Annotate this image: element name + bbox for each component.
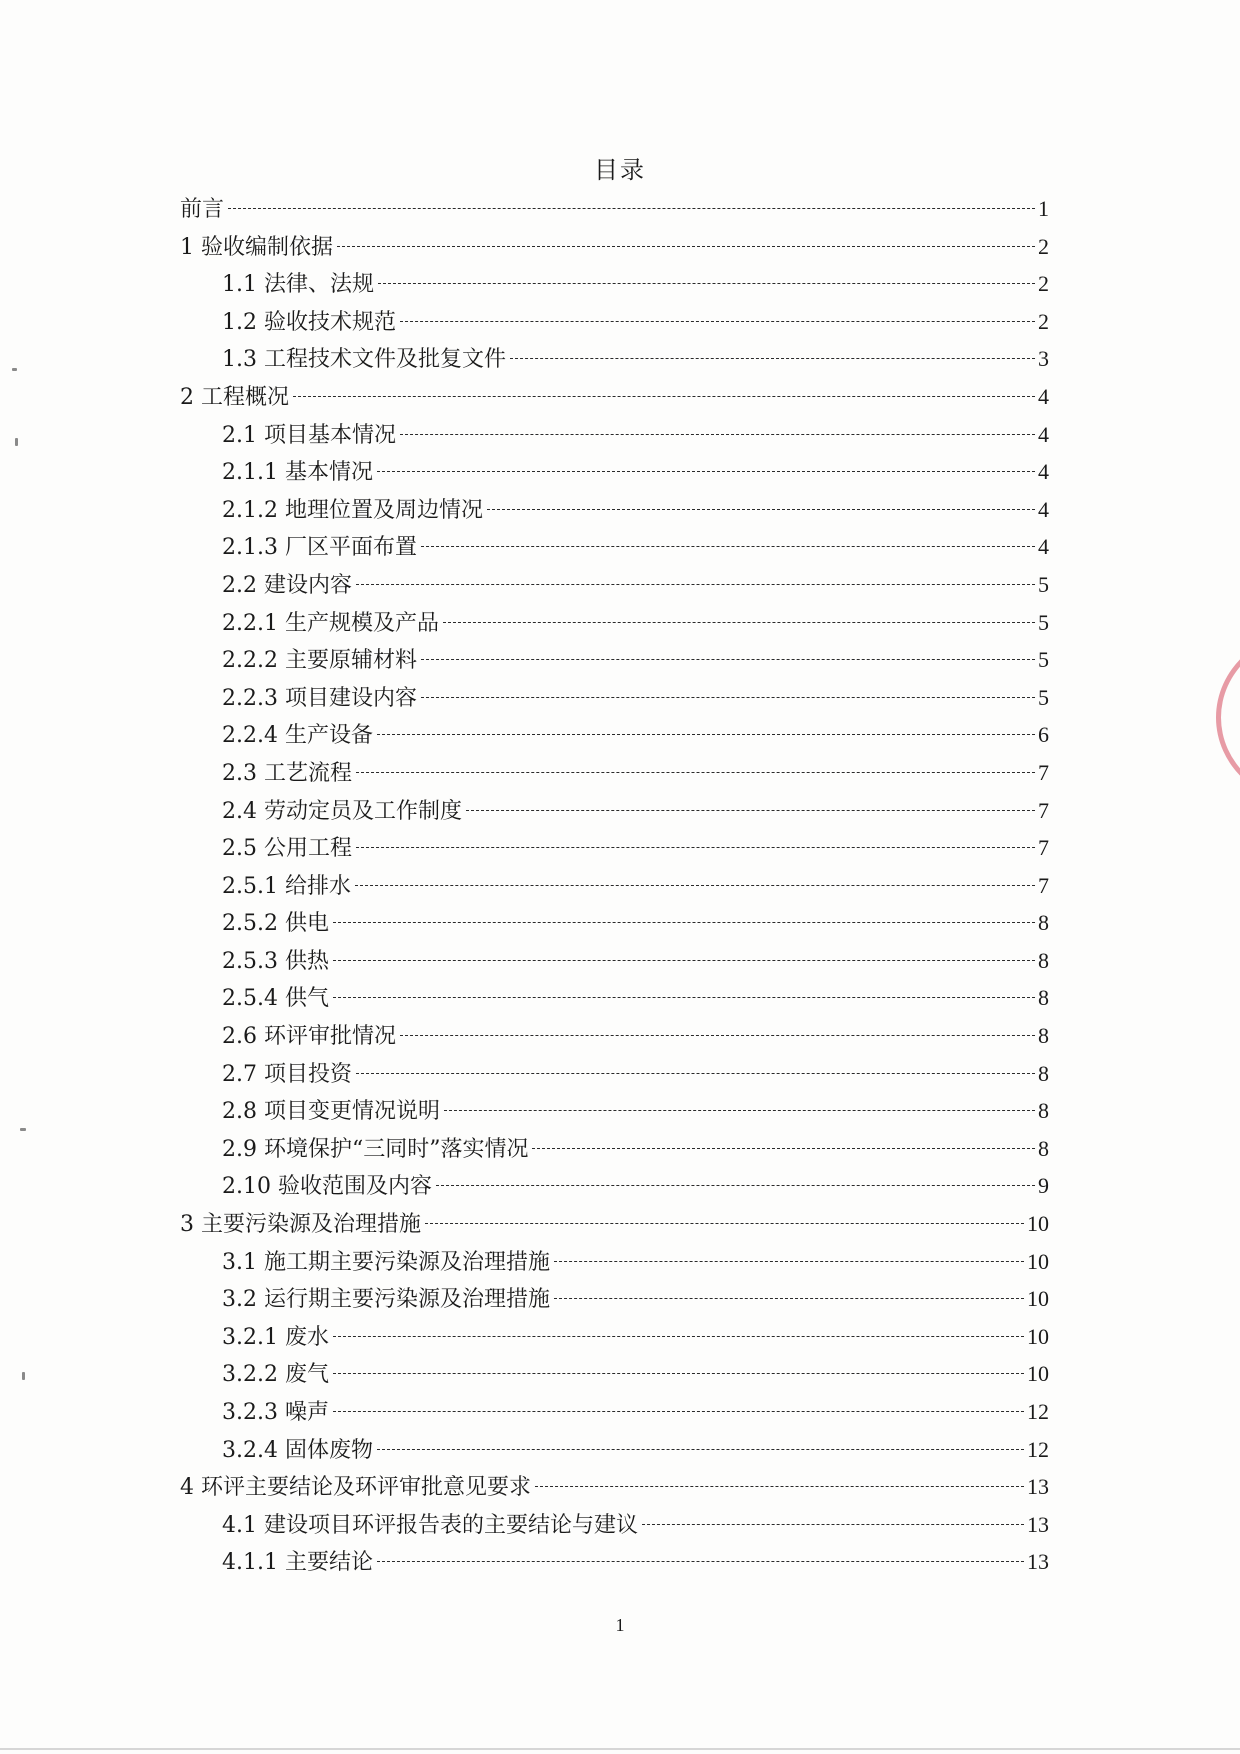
scan-speck xyxy=(12,368,17,371)
toc-entry-label: 3.2.1 废水 xyxy=(222,1324,329,1350)
toc-leader-dashes xyxy=(377,714,1035,735)
toc-entry-page: 5 xyxy=(1038,647,1049,673)
toc-entry[interactable] xyxy=(180,679,1049,717)
toc-entry[interactable] xyxy=(180,1543,1049,1581)
toc-entry[interactable] xyxy=(180,792,1049,830)
toc-entry[interactable] xyxy=(180,228,1049,266)
toc-entry-label: 3 主要污染源及治理措施 xyxy=(180,1212,421,1238)
toc-entry-label: 3.2.4 固体废物 xyxy=(222,1437,373,1463)
toc-leader-dashes xyxy=(228,188,1035,209)
toc-entry-label: 2.5.4 供气 xyxy=(222,986,329,1012)
toc-entry-page: 13 xyxy=(1027,1549,1049,1575)
toc-entry-label: 2.2.4 生产设备 xyxy=(222,723,373,749)
scan-speck xyxy=(20,1128,26,1131)
scan-speck xyxy=(15,438,18,446)
toc-entry-page: 4 xyxy=(1038,383,1049,409)
toc-leader-dashes xyxy=(421,677,1035,698)
toc-entry-label: 4.1 建设项目环评报告表的主要结论与建议 xyxy=(222,1512,638,1538)
toc-entry-page: 1 xyxy=(1038,196,1049,221)
toc-entry-label: 3.2.3 噪声 xyxy=(222,1400,329,1425)
toc-entry-page: 12 xyxy=(1027,1399,1049,1424)
toc-leader-dashes xyxy=(425,1203,1024,1224)
toc-entry-page: 8 xyxy=(1038,1060,1049,1086)
toc-entry[interactable] xyxy=(180,1393,1049,1431)
toc-entry[interactable] xyxy=(180,491,1049,529)
toc-leader-dashes xyxy=(510,338,1035,359)
toc-leader-dashes xyxy=(333,1316,1024,1337)
toc-entry-page: 12 xyxy=(1027,1436,1049,1462)
toc-entry-label: 3.2 运行期主要污染源及治理措施 xyxy=(222,1287,550,1313)
toc-entry-label: 1.1 法律、法规 xyxy=(222,272,374,298)
toc-entry-page: 13 xyxy=(1027,1474,1049,1500)
toc-entry[interactable] xyxy=(180,1318,1049,1356)
toc-entry-label: 2.1 项目基本情况 xyxy=(222,422,396,448)
toc-entry[interactable] xyxy=(180,1092,1049,1130)
toc-entry[interactable] xyxy=(180,1506,1049,1544)
toc-entry-label: 2.2.1 生产规模及产品 xyxy=(222,610,439,636)
toc-entry[interactable] xyxy=(180,754,1049,792)
toc-entry-page: 7 xyxy=(1038,759,1049,785)
toc-entry[interactable] xyxy=(180,1017,1049,1055)
toc-entry-page: 9 xyxy=(1038,1173,1049,1199)
toc-leader-dashes xyxy=(333,902,1035,923)
toc-entry[interactable] xyxy=(180,1167,1049,1205)
toc-entry-page: 13 xyxy=(1027,1511,1049,1537)
toc-leader-dashes xyxy=(333,1391,1024,1412)
scan-speck xyxy=(22,1372,25,1380)
toc-entry[interactable] xyxy=(180,1243,1049,1281)
toc-leader-dashes xyxy=(337,226,1035,247)
toc-entry-label: 3.1 施工期主要污染源及治理措施 xyxy=(222,1249,550,1275)
toc-entry-page: 5 xyxy=(1038,571,1049,597)
toc-entry-page: 10 xyxy=(1027,1323,1049,1349)
toc-entry[interactable] xyxy=(180,1468,1049,1506)
toc-leader-dashes xyxy=(378,263,1035,284)
scan-edge-line xyxy=(0,1748,1240,1750)
toc-entry-label: 1 验收编制依据 xyxy=(180,234,333,260)
toc-entry-page: 8 xyxy=(1038,910,1049,936)
toc-leader-dashes xyxy=(535,1466,1024,1487)
toc-entry-label: 2.5.3 供热 xyxy=(222,948,329,974)
toc-entry[interactable] xyxy=(180,416,1049,454)
toc-title: 目录 xyxy=(594,156,646,184)
toc-leader-dashes xyxy=(400,1015,1035,1036)
toc-entry[interactable] xyxy=(180,528,1049,566)
page-number: 1 xyxy=(615,1615,625,1635)
toc-leader-dashes xyxy=(400,414,1035,435)
toc-entry[interactable] xyxy=(180,453,1049,491)
toc-leader-dashes xyxy=(377,1541,1024,1562)
toc-entry-page: 2 xyxy=(1038,233,1049,259)
toc-entry-page: 7 xyxy=(1038,872,1049,898)
toc-entry-label: 2.1.1 基本情况 xyxy=(222,460,373,486)
toc-entry-page: 8 xyxy=(1038,985,1049,1011)
toc-entry-page: 10 xyxy=(1027,1211,1049,1237)
toc-entry[interactable] xyxy=(180,1280,1049,1318)
toc-leader-dashes xyxy=(421,639,1035,660)
toc-entry-page: 2 xyxy=(1038,308,1049,334)
toc-leader-dashes xyxy=(356,564,1035,585)
toc-entry[interactable] xyxy=(180,604,1049,642)
toc-entry-label: 1.3 工程技术文件及批复文件 xyxy=(222,347,506,373)
toc-entry[interactable] xyxy=(180,979,1049,1017)
toc-entry[interactable] xyxy=(180,265,1049,303)
toc-entry-page: 7 xyxy=(1038,835,1049,861)
red-seal-stamp-icon xyxy=(1212,630,1240,805)
toc-entry-label: 2.7 项目投资 xyxy=(222,1061,352,1087)
toc-entry-label: 2 工程概况 xyxy=(180,384,289,410)
toc-entry[interactable] xyxy=(180,378,1049,416)
toc-entry[interactable] xyxy=(180,1130,1049,1168)
toc-entry[interactable] xyxy=(180,190,1049,228)
toc-leader-dashes xyxy=(421,526,1035,547)
toc-leader-dashes xyxy=(356,752,1035,773)
toc-leader-dashes xyxy=(532,1128,1035,1149)
toc-entry-label: 2.10 验收范围及内容 xyxy=(222,1174,432,1200)
toc-leader-dashes xyxy=(333,940,1035,961)
toc-entry-label: 3.2.2 废气 xyxy=(222,1362,329,1388)
toc-entry-page: 4 xyxy=(1038,534,1049,560)
toc-leader-dashes xyxy=(293,376,1035,397)
toc-entry-page: 4 xyxy=(1038,421,1049,447)
toc-leader-dashes xyxy=(466,790,1035,811)
toc-entry-page: 5 xyxy=(1038,609,1049,635)
toc-entry-label: 4 环评主要结论及环评审批意见要求 xyxy=(180,1475,531,1501)
toc-leader-dashes xyxy=(487,489,1035,510)
seal-ring-icon xyxy=(1216,630,1240,805)
toc-entry[interactable] xyxy=(180,904,1049,942)
toc-leader-dashes xyxy=(333,977,1035,998)
toc-entry-label: 2.2.3 项目建设内容 xyxy=(222,685,417,711)
toc-entry-page: 10 xyxy=(1027,1361,1049,1387)
toc-entry-label: 4.1.1 主要结论 xyxy=(222,1550,373,1576)
toc-leader-dashes xyxy=(355,865,1035,886)
toc-leader-dashes xyxy=(377,451,1035,472)
toc-entry-label: 2.6 环评审批情况 xyxy=(222,1024,396,1050)
toc-entry[interactable] xyxy=(180,829,1049,867)
toc-entry[interactable] xyxy=(180,303,1049,341)
toc-leader-dashes xyxy=(554,1241,1024,1262)
toc-entry-page: 7 xyxy=(1038,797,1049,823)
toc-leader-dashes xyxy=(554,1278,1024,1299)
toc-leader-dashes xyxy=(436,1165,1035,1186)
toc-leader-dashes xyxy=(356,1053,1035,1074)
toc-entry-page: 10 xyxy=(1027,1286,1049,1312)
toc-entry-label: 2.5.2 供电 xyxy=(222,911,329,937)
toc-entry[interactable] xyxy=(180,1205,1049,1243)
toc-entry-label: 2.1.3 厂区平面布置 xyxy=(222,535,417,561)
toc-entry-label: 2.1.2 地理位置及周边情况 xyxy=(222,497,483,523)
toc-entry-label: 2.9 环境保护“三同时”落实情况 xyxy=(222,1136,529,1162)
toc-entry[interactable] xyxy=(180,1055,1049,1093)
toc-entry[interactable] xyxy=(180,340,1049,378)
toc-entry-page: 8 xyxy=(1038,947,1049,973)
toc-entry-page: 8 xyxy=(1038,1098,1049,1124)
toc-entry[interactable] xyxy=(180,566,1049,604)
toc-entry-label: 2.2.2 主要原辅材料 xyxy=(222,648,417,674)
toc-entry-label: 前言 xyxy=(180,197,225,222)
toc-leader-dashes xyxy=(333,1353,1024,1374)
toc-entry[interactable] xyxy=(180,716,1049,754)
toc-leader-dashes xyxy=(642,1504,1024,1525)
toc-leader-dashes xyxy=(356,827,1035,848)
toc-entry-label: 2.5 公用工程 xyxy=(222,836,352,862)
toc-entry-label: 1.2 验收技术规范 xyxy=(222,309,396,335)
toc-entry-page: 8 xyxy=(1038,1135,1049,1161)
toc-entry-page: 3 xyxy=(1038,346,1049,372)
toc-entry-label: 2.5.1 给排水 xyxy=(222,873,351,899)
toc-leader-dashes xyxy=(444,1090,1035,1111)
toc-entry-page: 5 xyxy=(1038,684,1049,710)
toc-entry[interactable] xyxy=(180,641,1049,679)
toc-entry-page: 6 xyxy=(1038,722,1049,748)
toc-leader-dashes xyxy=(443,602,1035,623)
toc-entry-label: 2.3 工艺流程 xyxy=(222,760,352,786)
toc-entry-page: 2 xyxy=(1038,271,1049,297)
toc-entry-label: 2.4 劳动定员及工作制度 xyxy=(222,798,462,824)
toc-entry-page: 8 xyxy=(1038,1023,1049,1049)
table-of-contents xyxy=(180,190,1049,1581)
toc-entry-page: 4 xyxy=(1038,496,1049,522)
toc-entry[interactable] xyxy=(180,1431,1049,1469)
toc-leader-dashes xyxy=(400,301,1035,322)
toc-entry-page: 10 xyxy=(1027,1248,1049,1274)
toc-leader-dashes xyxy=(377,1429,1024,1450)
toc-entry-page: 4 xyxy=(1038,459,1049,485)
toc-entry-label: 2.8 项目变更情况说明 xyxy=(222,1099,440,1125)
toc-entry[interactable] xyxy=(180,867,1049,905)
toc-entry-label: 2.2 建设内容 xyxy=(222,572,352,598)
toc-entry[interactable] xyxy=(180,942,1049,980)
toc-entry[interactable] xyxy=(180,1355,1049,1393)
